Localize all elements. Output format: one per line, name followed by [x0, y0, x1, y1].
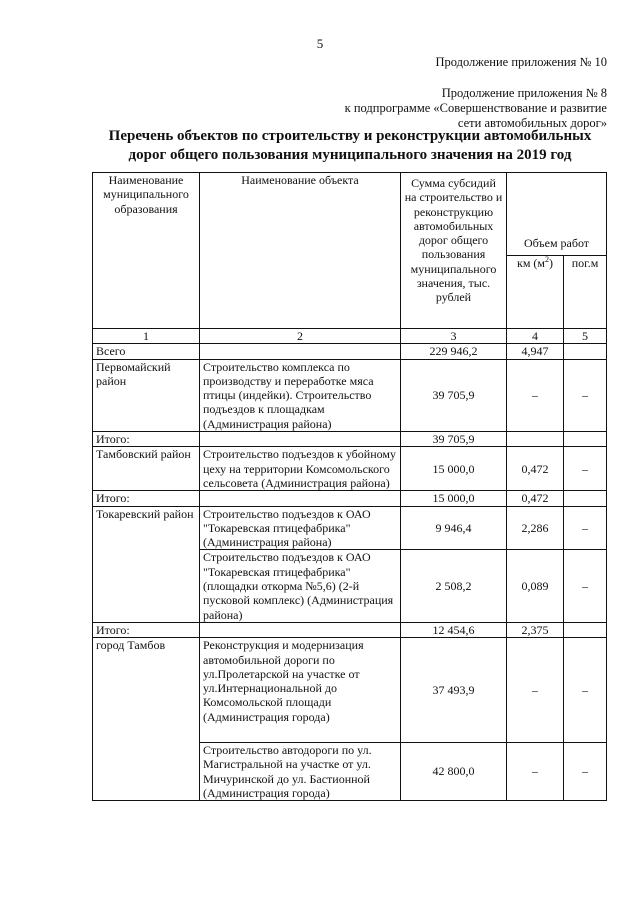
column-number: 1 [93, 329, 200, 344]
empty-cell [564, 491, 607, 506]
object-cell: Строительство подъездов к ОАО "Токаревская птицефабрика" (площадки откорма №5,6) (2-й пусковой комплекс) (Администрация района) [200, 550, 401, 622]
header-row [93, 173, 607, 256]
subtotal-row [93, 622, 607, 637]
column-number: 5 [564, 329, 607, 344]
header-km-prefix: км (м [516, 256, 545, 270]
sum-cell: 37 493,9 [401, 638, 507, 743]
subtotal-label: Итого: [93, 491, 200, 506]
header-volume: Объем работ [507, 173, 607, 256]
linear-m-cell: – [564, 506, 607, 550]
subtotal-row [93, 432, 607, 447]
objects-table [92, 172, 607, 801]
appendix-8-line: к подпрограмме «Совершенствование и развитие [344, 101, 607, 115]
header-municipality: Наименование муниципального образования [93, 173, 200, 329]
empty-cell [200, 344, 401, 359]
linear-m-cell: – [564, 638, 607, 743]
subtotal-km: 2,375 [507, 622, 564, 637]
municipality-cell: город Тамбов [93, 638, 200, 801]
linear-m-cell: – [564, 359, 607, 431]
sum-cell: 39 705,9 [401, 359, 507, 431]
linear-m-cell: – [564, 743, 607, 801]
sum-cell: 42 800,0 [401, 743, 507, 801]
column-number: 2 [200, 329, 401, 344]
appendix-8-line: Продолжение приложения № 8 [441, 86, 607, 100]
column-number: 3 [401, 329, 507, 344]
grand-total-km: 4,947 [507, 344, 564, 359]
linear-m-cell: – [564, 447, 607, 491]
column-number: 4 [507, 329, 564, 344]
subtotal-km [507, 432, 564, 447]
subtotal-sum: 12 454,6 [401, 622, 507, 637]
object-cell: Строительство подъездов к ОАО "Токаревская птицефабрика" (Администрация района) [200, 506, 401, 550]
header-km [507, 256, 564, 329]
grand-total-row [93, 344, 607, 359]
subtotal-sum: 39 705,9 [401, 432, 507, 447]
object-cell: Строительство комплекса по производству и переработке мяса птицы (индейки). Строительство подъездов к площадкам (Администрация района) [200, 359, 401, 431]
empty-cell [200, 491, 401, 506]
header-km-sup: 2 [545, 255, 549, 264]
km-cell: – [507, 638, 564, 743]
table-row [93, 506, 607, 550]
empty-cell [564, 622, 607, 637]
km-cell: 0,472 [507, 447, 564, 491]
object-cell: Строительство подъездов к убойному цеху на территории Комсомольского сельсовета (Администрация района) [200, 447, 401, 491]
table-row [93, 638, 607, 743]
km-cell: – [507, 359, 564, 431]
grand-total-label: Всего [93, 344, 200, 359]
empty-cell [564, 432, 607, 447]
empty-cell [200, 622, 401, 637]
km-cell: 2,286 [507, 506, 564, 550]
document-title [60, 127, 640, 165]
appendix-10-note: Продолжение приложения № 10 [435, 55, 607, 69]
km-cell: 0,089 [507, 550, 564, 622]
header-subsidy: Сумма субсидий на строительство и реконструкцию автомобильных дорог общего пользования муниципального значения, тыс. рублей [401, 173, 507, 329]
object-cell: Строительство автодороги по ул. Магистральной на участке от ул. Мичуринской до ул. Бастионной (Администрация города) [200, 743, 401, 801]
sum-cell: 15 000,0 [401, 447, 507, 491]
linear-m-cell: – [564, 550, 607, 622]
subtotal-row [93, 491, 607, 506]
table-row [93, 359, 607, 431]
subtotal-km: 0,472 [507, 491, 564, 506]
title-line: дорог общего пользования муниципального значения на 2019 год [128, 147, 572, 163]
object-cell: Реконструкция и модернизация автомобильной дороги по ул.Пролетарской на участке от ул.Интернациональной до Комсомольской площади (Администрация города) [200, 638, 401, 743]
appendix-8-line: сети автомобильных дорог» [457, 116, 607, 130]
subtotal-label: Итого: [93, 432, 200, 447]
table-row [93, 447, 607, 491]
title-line: Перечень объектов по строительству и реконструкции автомобильных [108, 128, 592, 144]
municipality-cell: Тамбовский район [93, 447, 200, 491]
header-linear-m: пог.м [564, 256, 607, 329]
subtotal-sum: 15 000,0 [401, 491, 507, 506]
appendix-8-note [345, 86, 607, 131]
sum-cell: 2 508,2 [401, 550, 507, 622]
header-km-suffix: ) [549, 256, 553, 270]
grand-total-sum: 229 946,2 [401, 344, 507, 359]
municipality-cell: Токаревский район [93, 506, 200, 622]
km-cell: – [507, 743, 564, 801]
page-number: 5 [316, 36, 324, 51]
subtotal-label: Итого: [93, 622, 200, 637]
empty-cell [564, 344, 607, 359]
empty-cell [200, 432, 401, 447]
sum-cell: 9 946,4 [401, 506, 507, 550]
municipality-cell: Первомайский район [93, 359, 200, 431]
header-object: Наименование объекта [200, 173, 401, 329]
column-number-row [93, 329, 607, 344]
